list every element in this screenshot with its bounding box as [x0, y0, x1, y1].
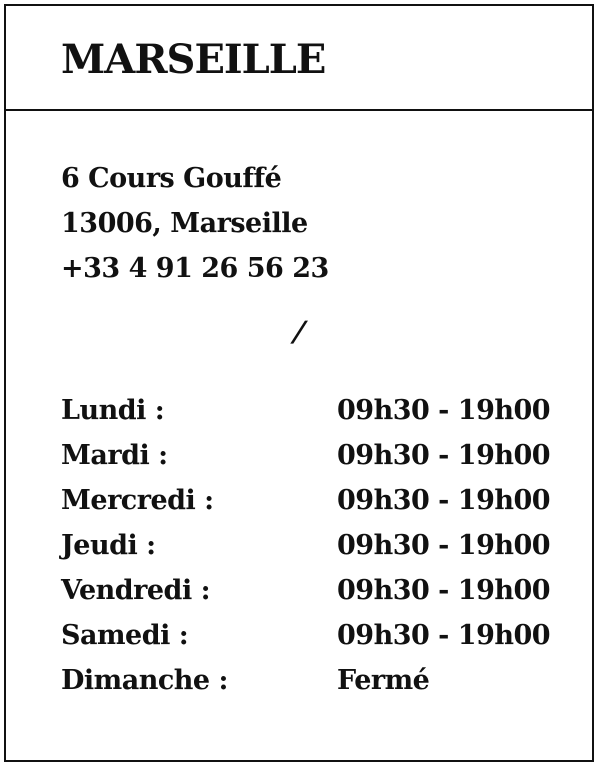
street-address: 6 Cours Gouffé — [61, 163, 282, 194]
section-separator: / — [288, 315, 310, 348]
day-label-monday: Lundi : — [61, 395, 165, 426]
day-label-friday: Vendredi : — [61, 575, 211, 606]
address-block — [61, 156, 329, 291]
hours-value-tuesday: 09h30 - 19h00 — [337, 440, 551, 471]
day-label-tuesday: Mardi : — [61, 440, 168, 471]
day-label-saturday: Samedi : — [61, 620, 189, 651]
day-label-thursday: Jeudi : — [61, 530, 156, 561]
hours-value-thursday: 09h30 - 19h00 — [337, 530, 551, 561]
opening-hours-row-sunday — [61, 658, 561, 703]
city-title: MARSEILLE — [61, 36, 326, 83]
phone-number: +33 4 91 26 56 23 — [61, 253, 329, 284]
hours-value-monday: 09h30 - 19h00 — [337, 395, 551, 426]
opening-hours-row-saturday — [61, 613, 561, 658]
hours-value-saturday: 09h30 - 19h00 — [337, 620, 551, 651]
card-header — [6, 6, 592, 111]
day-label-wednesday: Mercredi : — [61, 485, 214, 516]
opening-hours-row-tuesday — [61, 433, 561, 478]
postal-city: 13006, Marseille — [61, 208, 308, 239]
hours-value-wednesday: 09h30 - 19h00 — [337, 485, 551, 516]
opening-hours-row-monday — [61, 388, 561, 433]
day-label-sunday: Dimanche : — [61, 665, 228, 696]
opening-hours-list — [61, 388, 561, 703]
store-info-card — [4, 4, 594, 762]
opening-hours-row-wednesday — [61, 478, 561, 523]
opening-hours-row-friday — [61, 568, 561, 613]
hours-value-sunday: Fermé — [337, 665, 430, 696]
opening-hours-row-thursday — [61, 523, 561, 568]
hours-value-friday: 09h30 - 19h00 — [337, 575, 551, 606]
